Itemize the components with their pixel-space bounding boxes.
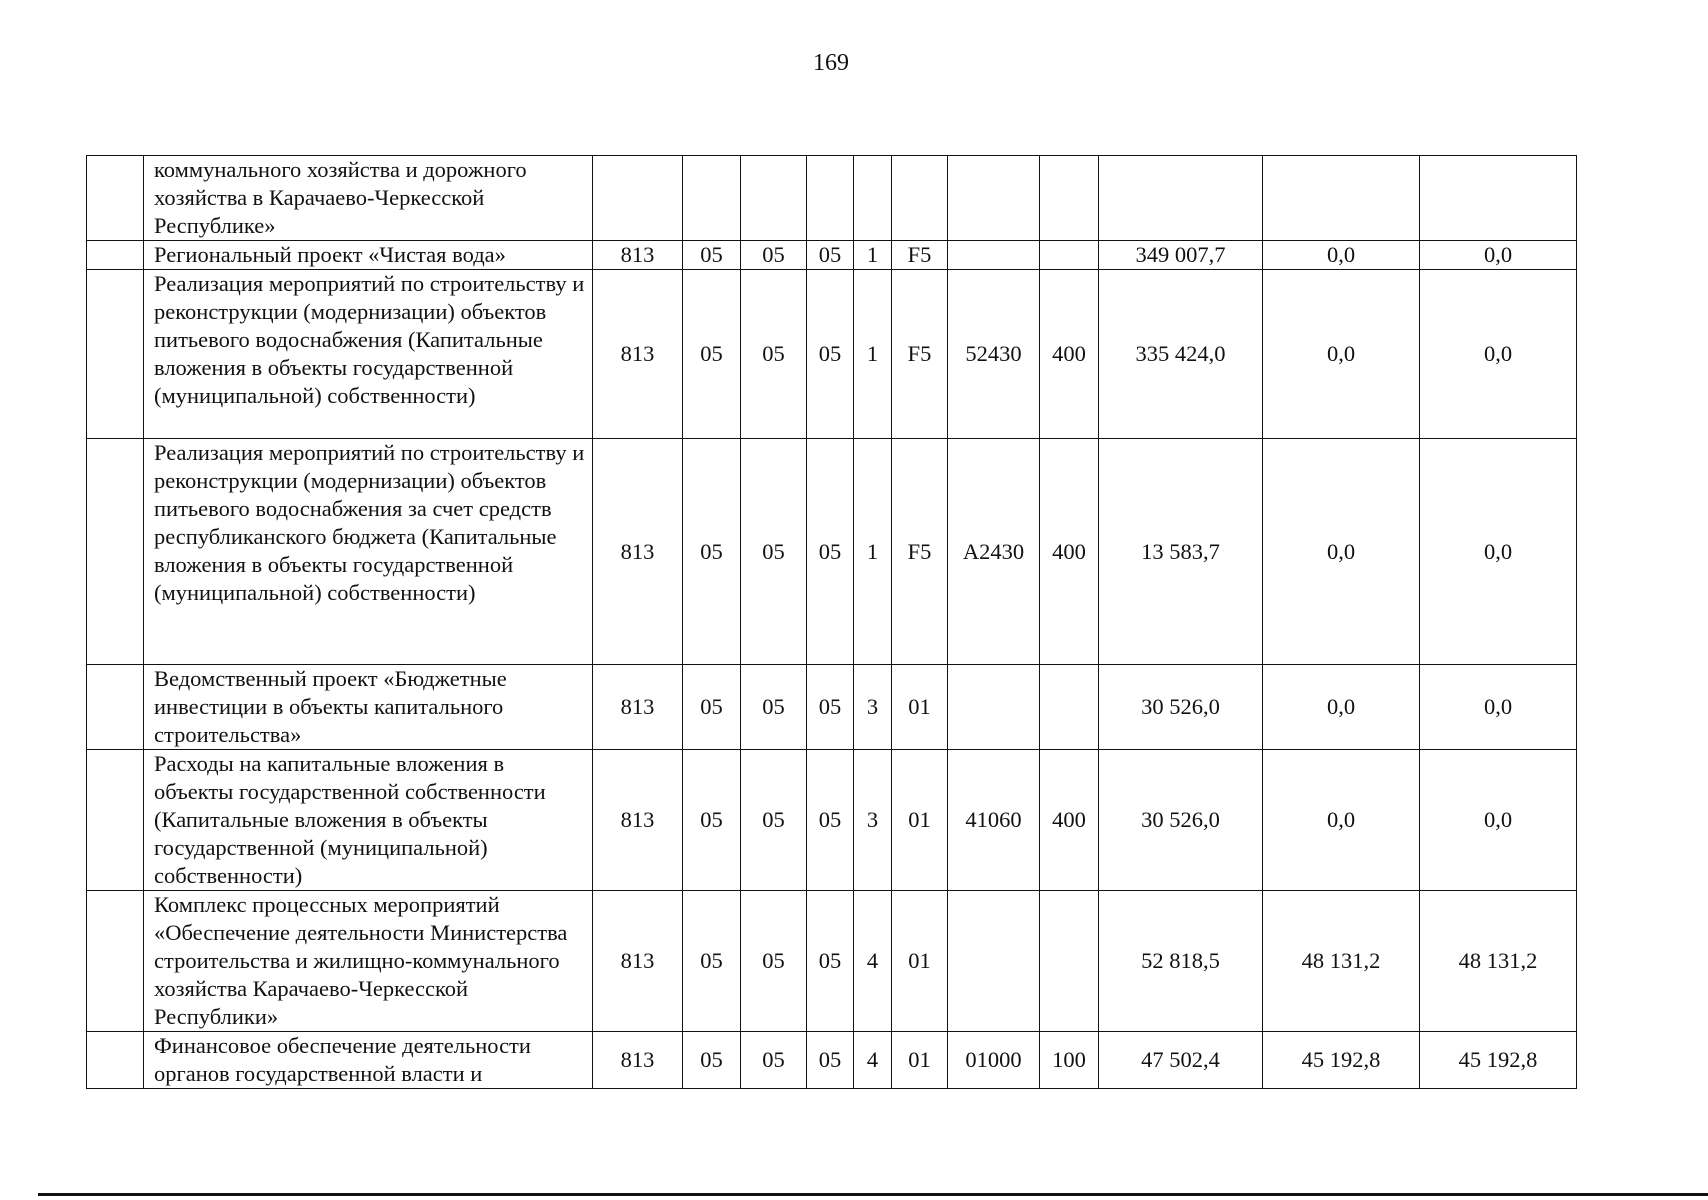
grbs-code-cell: 813 bbox=[593, 241, 683, 270]
program-code-cell: 05 bbox=[807, 1032, 854, 1089]
section-code-cell bbox=[683, 156, 741, 241]
amount-year-3-cell: 48 131,2 bbox=[1420, 891, 1577, 1032]
program-code-cell: 05 bbox=[807, 750, 854, 891]
direction-code-cell bbox=[948, 891, 1040, 1032]
amount-year-3-cell bbox=[1420, 156, 1577, 241]
grbs-code-cell: 813 bbox=[593, 891, 683, 1032]
budget-table bbox=[86, 155, 1577, 1089]
project-code-cell bbox=[892, 156, 948, 241]
item-name-cell: Расходы на капитальные вложения в объекты государственной собственности (Капитальные вложения в объекты государственной (муниципальной) собственности) bbox=[144, 750, 593, 891]
grbs-code-cell: 813 bbox=[593, 1032, 683, 1089]
subsection-code-cell: 05 bbox=[741, 439, 807, 665]
grbs-code-cell: 813 bbox=[593, 750, 683, 891]
amount-year-3-cell: 0,0 bbox=[1420, 665, 1577, 750]
subsection-code-cell: 05 bbox=[741, 241, 807, 270]
item-name-cell: Реализация мероприятий по строительству и реконструкции (модернизации) объектов питьевого водоснабжения (Капитальные вложения в объекты государственной (муниципальной) собственности) bbox=[144, 270, 593, 439]
section-code-cell: 05 bbox=[683, 1032, 741, 1089]
amount-year-2-cell: 0,0 bbox=[1263, 665, 1420, 750]
amount-year-2-cell: 48 131,2 bbox=[1263, 891, 1420, 1032]
project-code-cell: F5 bbox=[892, 439, 948, 665]
section-code-cell: 05 bbox=[683, 750, 741, 891]
item-name-cell: Реализация мероприятий по строительству и реконструкции (модернизации) объектов питьевого водоснабжения за счет средств республиканского бюджета (Капитальные вложения в объекты государственной (муниципальной) собственности) bbox=[144, 439, 593, 665]
project-code-cell: 01 bbox=[892, 750, 948, 891]
subprogram-code-cell: 3 bbox=[854, 750, 892, 891]
project-code-cell: 01 bbox=[892, 891, 948, 1032]
program-code-cell: 05 bbox=[807, 270, 854, 439]
table-row bbox=[87, 891, 1577, 1032]
table-row bbox=[87, 665, 1577, 750]
section-code-cell: 05 bbox=[683, 439, 741, 665]
item-name-cell: коммунального хозяйства и дорожного хозяйства в Карачаево-Черкесской Республике» bbox=[144, 156, 593, 241]
program-code-cell: 05 bbox=[807, 241, 854, 270]
amount-year-1-cell: 13 583,7 bbox=[1099, 439, 1263, 665]
amount-year-2-cell: 45 192,8 bbox=[1263, 1032, 1420, 1089]
amount-year-1-cell: 47 502,4 bbox=[1099, 1032, 1263, 1089]
program-code-cell: 05 bbox=[807, 665, 854, 750]
subsection-code-cell bbox=[741, 156, 807, 241]
subsection-code-cell: 05 bbox=[741, 270, 807, 439]
table-row bbox=[87, 241, 1577, 270]
expense-type-code-cell bbox=[1040, 241, 1099, 270]
amount-year-1-cell: 30 526,0 bbox=[1099, 665, 1263, 750]
amount-year-3-cell: 0,0 bbox=[1420, 750, 1577, 891]
amount-year-1-cell bbox=[1099, 156, 1263, 241]
amount-year-2-cell: 0,0 bbox=[1263, 241, 1420, 270]
table-row bbox=[87, 1032, 1577, 1089]
subsection-code-cell: 05 bbox=[741, 750, 807, 891]
project-code-cell: 01 bbox=[892, 665, 948, 750]
subsection-code-cell: 05 bbox=[741, 1032, 807, 1089]
section-code-cell: 05 bbox=[683, 241, 741, 270]
amount-year-3-cell: 0,0 bbox=[1420, 439, 1577, 665]
item-name-cell: Комплекс процессных мероприятий «Обеспечение деятельности Министерства строительства и жилищно-коммунального хозяйства Карачаево-Черкесской Республики» bbox=[144, 891, 593, 1032]
expense-type-code-cell: 100 bbox=[1040, 1032, 1099, 1089]
expense-type-code-cell: 400 bbox=[1040, 750, 1099, 891]
grbs-code-cell: 813 bbox=[593, 665, 683, 750]
page-number: 169 bbox=[813, 50, 849, 76]
amount-year-2-cell: 0,0 bbox=[1263, 750, 1420, 891]
project-code-cell: F5 bbox=[892, 270, 948, 439]
project-code-cell: 01 bbox=[892, 1032, 948, 1089]
direction-code-cell: 41060 bbox=[948, 750, 1040, 891]
expense-type-code-cell bbox=[1040, 665, 1099, 750]
program-code-cell: 05 bbox=[807, 439, 854, 665]
amount-year-3-cell: 0,0 bbox=[1420, 241, 1577, 270]
table-row bbox=[87, 156, 1577, 241]
table-row bbox=[87, 750, 1577, 891]
amount-year-2-cell bbox=[1263, 156, 1420, 241]
subprogram-code-cell: 4 bbox=[854, 891, 892, 1032]
expense-type-code-cell: 400 bbox=[1040, 439, 1099, 665]
row-number-cell bbox=[87, 270, 144, 439]
subprogram-code-cell: 3 bbox=[854, 665, 892, 750]
section-code-cell: 05 bbox=[683, 665, 741, 750]
direction-code-cell: 01000 bbox=[948, 1032, 1040, 1089]
row-number-cell bbox=[87, 241, 144, 270]
row-number-cell bbox=[87, 156, 144, 241]
subprogram-code-cell bbox=[854, 156, 892, 241]
subprogram-code-cell: 4 bbox=[854, 1032, 892, 1089]
subprogram-code-cell: 1 bbox=[854, 439, 892, 665]
section-code-cell: 05 bbox=[683, 270, 741, 439]
expense-type-code-cell bbox=[1040, 156, 1099, 241]
project-code-cell: F5 bbox=[892, 241, 948, 270]
item-name-cell: Финансовое обеспечение деятельности органов государственной власти и bbox=[144, 1032, 593, 1089]
program-code-cell bbox=[807, 156, 854, 241]
row-number-cell bbox=[87, 750, 144, 891]
direction-code-cell bbox=[948, 156, 1040, 241]
row-number-cell bbox=[87, 439, 144, 665]
subprogram-code-cell: 1 bbox=[854, 270, 892, 439]
table-row bbox=[87, 439, 1577, 665]
subprogram-code-cell: 1 bbox=[854, 241, 892, 270]
amount-year-3-cell: 0,0 bbox=[1420, 270, 1577, 439]
amount-year-2-cell: 0,0 bbox=[1263, 270, 1420, 439]
table-row bbox=[87, 270, 1577, 439]
subsection-code-cell: 05 bbox=[741, 665, 807, 750]
amount-year-1-cell: 335 424,0 bbox=[1099, 270, 1263, 439]
amount-year-2-cell: 0,0 bbox=[1263, 439, 1420, 665]
amount-year-1-cell: 30 526,0 bbox=[1099, 750, 1263, 891]
grbs-code-cell: 813 bbox=[593, 439, 683, 665]
subsection-code-cell: 05 bbox=[741, 891, 807, 1032]
item-name-cell: Ведомственный проект «Бюджетные инвестиции в объекты капитального строительства» bbox=[144, 665, 593, 750]
page-bottom-rule bbox=[38, 1193, 1708, 1196]
amount-year-3-cell: 45 192,8 bbox=[1420, 1032, 1577, 1089]
direction-code-cell: 52430 bbox=[948, 270, 1040, 439]
amount-year-1-cell: 349 007,7 bbox=[1099, 241, 1263, 270]
grbs-code-cell bbox=[593, 156, 683, 241]
grbs-code-cell: 813 bbox=[593, 270, 683, 439]
item-name-cell: Региональный проект «Чистая вода» bbox=[144, 241, 593, 270]
row-number-cell bbox=[87, 665, 144, 750]
direction-code-cell bbox=[948, 665, 1040, 750]
section-code-cell: 05 bbox=[683, 891, 741, 1032]
row-number-cell bbox=[87, 891, 144, 1032]
expense-type-code-cell bbox=[1040, 891, 1099, 1032]
direction-code-cell bbox=[948, 241, 1040, 270]
program-code-cell: 05 bbox=[807, 891, 854, 1032]
row-number-cell bbox=[87, 1032, 144, 1089]
direction-code-cell: A2430 bbox=[948, 439, 1040, 665]
table-body bbox=[87, 156, 1577, 1089]
amount-year-1-cell: 52 818,5 bbox=[1099, 891, 1263, 1032]
expense-type-code-cell: 400 bbox=[1040, 270, 1099, 439]
